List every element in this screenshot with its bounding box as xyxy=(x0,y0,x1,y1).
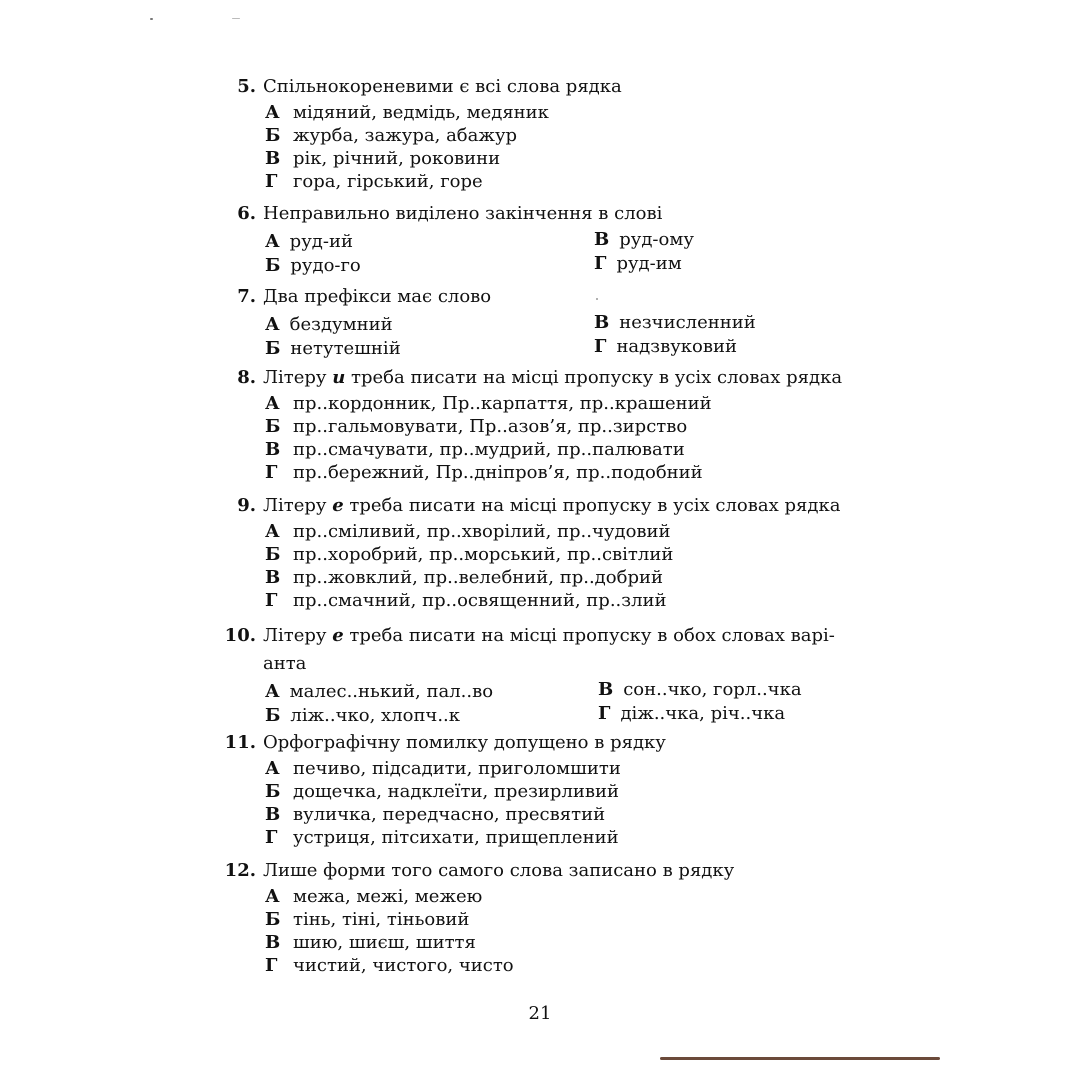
option-text: вуличка, передчасно, пресвятий xyxy=(293,804,606,825)
option-letter: А xyxy=(265,314,280,335)
option-text: пр..жовклий, пр..велебний, пр..добрий xyxy=(293,567,663,588)
option-a xyxy=(265,680,493,703)
option-letter: А xyxy=(265,102,280,123)
option-text: малес..нький, пал..во xyxy=(289,681,494,702)
option-letter: Г xyxy=(265,827,278,848)
option-letter: Б xyxy=(265,338,281,359)
question-text: Орфографічну помилку допущено в рядку xyxy=(263,732,666,753)
option-text: нетутешній xyxy=(290,338,401,359)
option-letter: Г xyxy=(598,703,611,724)
option-letter: Б xyxy=(265,125,281,146)
option-text: надзвуковий xyxy=(616,336,738,357)
option-letter: В xyxy=(265,439,281,460)
option-text: пр..бережний, Пр..дніпров’я, пр..подобний xyxy=(293,462,703,483)
question-text: Два префікси має слово xyxy=(263,286,492,307)
option-letter: В xyxy=(594,229,610,250)
option-a xyxy=(0,392,1080,415)
option-text: шию, шиєш, шиття xyxy=(293,932,476,953)
option-text: пр..смачувати, пр..мудрий, пр..палювати xyxy=(293,439,685,460)
marked-letter: и xyxy=(332,367,346,388)
option-letter: А xyxy=(265,886,280,907)
option-b xyxy=(0,415,1080,438)
option-b xyxy=(0,124,1080,147)
option-text: руд-ий xyxy=(289,231,353,252)
question-6 xyxy=(0,200,1080,274)
option-v xyxy=(0,931,1080,954)
option-letter: Г xyxy=(265,590,278,611)
option-v xyxy=(0,803,1080,826)
option-text: пр..гальмовувати, Пр..азов’я, пр..зирство xyxy=(293,416,688,437)
option-v xyxy=(594,228,694,251)
option-text: руд-ому xyxy=(619,229,694,250)
scan-speck xyxy=(596,298,598,300)
question-12 xyxy=(0,857,1080,977)
question-number: 7. xyxy=(237,286,256,307)
question-number: 11. xyxy=(224,732,256,753)
question-10 xyxy=(0,622,1080,724)
option-letter: Б xyxy=(265,781,281,802)
option-a xyxy=(265,230,353,253)
option-text: дощечка, надклеїти, презирливий xyxy=(293,781,620,802)
option-letter: В xyxy=(265,148,281,169)
marked-letter: е xyxy=(332,625,344,646)
option-g xyxy=(0,170,1080,193)
option-text: бездумний xyxy=(289,314,393,335)
option-letter: А xyxy=(265,758,280,779)
question-text-continued: анта xyxy=(263,653,307,674)
option-letter: В xyxy=(594,312,610,333)
question-number: 10. xyxy=(224,625,256,646)
option-text: мідяний, ведмідь, медяник xyxy=(293,102,549,123)
option-text: незчисленний xyxy=(619,312,756,333)
marked-letter: е xyxy=(332,495,344,516)
option-text: пр..смачний, пр..освященний, пр..злий xyxy=(293,590,667,611)
option-b xyxy=(0,908,1080,931)
option-letter: Б xyxy=(265,544,281,565)
option-b xyxy=(0,543,1080,566)
question-number: 6. xyxy=(237,203,256,224)
option-text: чистий, чистого, чисто xyxy=(293,955,514,976)
option-text: пр..кордонник, Пр..карпаття, пр..крашений xyxy=(293,393,712,414)
option-g xyxy=(598,702,785,725)
option-letter: Г xyxy=(594,253,607,274)
question-number: 12. xyxy=(224,860,256,881)
option-letter: А xyxy=(265,521,280,542)
option-letter: Б xyxy=(265,909,281,930)
question-text: Спільнокореневими є всі слова рядка xyxy=(263,76,622,97)
option-a xyxy=(0,520,1080,543)
option-letter: Б xyxy=(265,255,281,276)
option-text: руд-им xyxy=(616,253,682,274)
option-text: гора, гірський, горе xyxy=(293,171,483,192)
option-text: межа, межі, межею xyxy=(293,886,483,907)
option-b xyxy=(265,704,460,727)
question-text: Лише форми того самого слова записано в рядку xyxy=(263,860,735,881)
option-letter: Г xyxy=(594,336,607,357)
option-b xyxy=(0,780,1080,803)
option-a xyxy=(0,757,1080,780)
question-11 xyxy=(0,729,1080,849)
option-letter: А xyxy=(265,231,280,252)
question-text: Літеру е треба писати на місці пропуску в обох словах варі- xyxy=(263,625,835,646)
scan-speck xyxy=(150,18,153,20)
option-g xyxy=(0,954,1080,977)
question-text: Літеру и треба писати на місці пропуску в усіх словах рядка xyxy=(263,367,843,388)
option-v xyxy=(594,311,756,334)
option-letter: В xyxy=(265,932,281,953)
option-letter: В xyxy=(265,567,281,588)
option-a xyxy=(0,101,1080,124)
option-text: журба, зажура, абажур xyxy=(293,125,518,146)
option-b xyxy=(265,337,401,360)
option-text: діж..чка, річ..чка xyxy=(620,703,786,724)
question-8 xyxy=(0,364,1080,484)
option-letter: Б xyxy=(265,416,281,437)
option-text: пр..сміливий, пр..хворілий, пр..чудовий xyxy=(293,521,671,542)
page-number: 21 xyxy=(528,1003,552,1024)
question-5 xyxy=(0,73,1080,193)
option-a xyxy=(0,885,1080,908)
option-letter: Г xyxy=(265,171,278,192)
option-letter: А xyxy=(265,393,280,414)
option-text: рік, річний, роковини xyxy=(293,148,501,169)
option-g xyxy=(0,589,1080,612)
option-text: печиво, підсадити, приголомшити xyxy=(293,758,621,779)
option-b xyxy=(265,254,361,277)
question-number: 8. xyxy=(237,367,256,388)
option-text: рудо-го xyxy=(290,255,361,276)
option-a xyxy=(265,313,393,336)
option-text: устриця, пітсихати, прищеплений xyxy=(293,827,619,848)
option-text: ліж..чко, хлопч..к xyxy=(290,705,461,726)
question-number: 9. xyxy=(237,495,256,516)
option-v xyxy=(0,147,1080,170)
option-g xyxy=(0,461,1080,484)
option-letter: Г xyxy=(265,462,278,483)
option-letter: Б xyxy=(265,705,281,726)
option-g xyxy=(594,252,682,275)
option-text: сон..чко, горл..чка xyxy=(623,679,802,700)
question-7 xyxy=(0,283,1080,357)
scan-speck xyxy=(232,18,240,19)
option-v xyxy=(598,678,802,701)
scan-edge-line xyxy=(660,1057,940,1060)
question-text: Неправильно виділено закінчення в слові xyxy=(263,203,663,224)
option-letter: В xyxy=(598,679,614,700)
option-letter: Г xyxy=(265,955,278,976)
question-number: 5. xyxy=(237,76,256,97)
option-g xyxy=(594,335,737,358)
option-letter: В xyxy=(265,804,281,825)
option-g xyxy=(0,826,1080,849)
option-text: тінь, тіні, тіньовий xyxy=(293,909,470,930)
option-v xyxy=(0,438,1080,461)
option-letter: А xyxy=(265,681,280,702)
option-v xyxy=(0,566,1080,589)
option-text: пр..хоробрий, пр..морський, пр..світлий xyxy=(293,544,674,565)
question-text: Літеру е треба писати на місці пропуску в усіх словах рядка xyxy=(263,495,841,516)
question-9 xyxy=(0,492,1080,612)
